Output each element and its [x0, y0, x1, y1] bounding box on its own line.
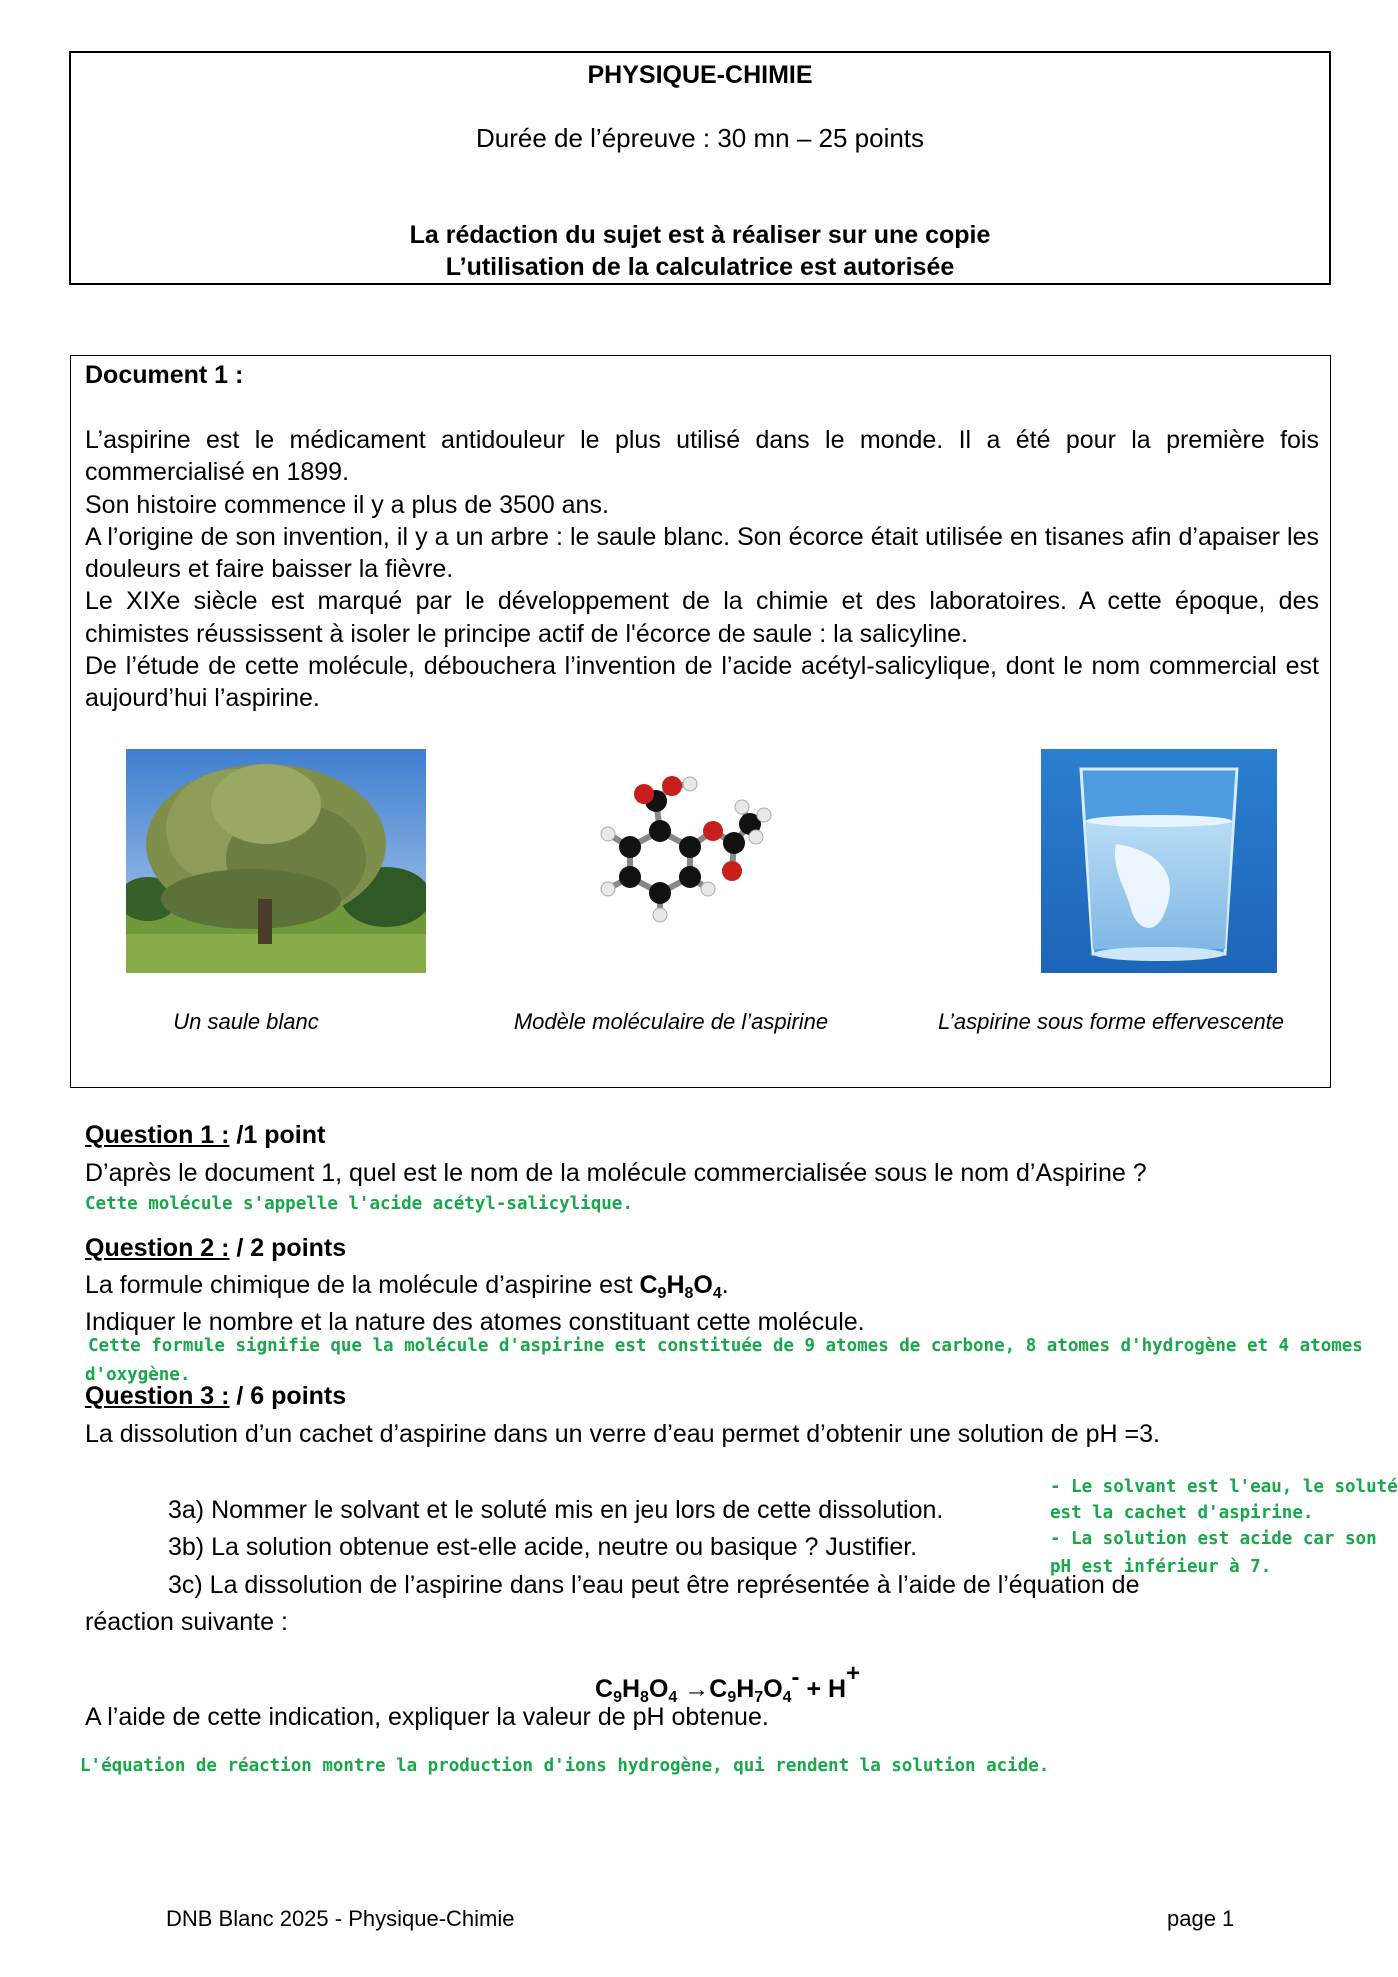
exam-header [69, 51, 1331, 285]
question-2-text: La formule chimique de la molécule d’aspirine est $C_9H_8O_4$. [85, 1271, 729, 1302]
answer-3b-line1: - La solution est acide car son [1050, 1529, 1377, 1549]
question-3b: 3b) La solution obtenue est-elle acide, neutre ou basique ? Justifier. [168, 1533, 918, 1561]
question-3-explain: A l’aide de cette indication, expliquer la valeur de pH obtenue. [85, 1703, 769, 1731]
question-3c-line1: 3c) La dissolution de l’aspirine dans l’eau peut être représentée à l’aide de l’équation de [168, 1571, 1140, 1599]
doc-paragraph: Son histoire commence il y a plus de 3500 ans. [85, 490, 609, 519]
answer-3b-line2: pH est inférieur à 7. [1050, 1557, 1272, 1577]
reaction-arrow: → [684, 1675, 710, 1703]
page-number: page 1 [1167, 1906, 1235, 1931]
aspirin-molecule-image [566, 751, 776, 963]
footer-title: DNB Blanc 2025 - Physique-Chimie [166, 1906, 515, 1931]
document-title: Document 1 : [85, 361, 244, 389]
willow-tree-image [126, 749, 426, 973]
answer-3a-line2: est la cachet d'aspirine. [1050, 1503, 1314, 1523]
doc-paragraph: De l’étude de cette molécule, débouchera l’invention de l’acide acétyl-salicylique, dont le nom commercial est aujourd’hui l’aspirine. [85, 652, 1319, 713]
answer-2-line2: d'oxygène. [85, 1365, 191, 1385]
effervescent-glass-image [1041, 749, 1277, 973]
instruction-copy: La rédaction du sujet est à réaliser sur une copie [409, 221, 991, 249]
question-1-title: Question 1 : /1 point [85, 1121, 326, 1149]
dissolution-equation: $C_9H_8O_4 \to C_9H_7O_4^- + H^+$ [595, 1660, 861, 1706]
caption-tree: Un saule blanc [173, 1009, 319, 1034]
answer-1: Cette molécule s'appelle l'acide acétyl-salicylique. [85, 1194, 633, 1214]
question-3-intro: La dissolution d’un cachet d’aspirine dans un verre d’eau permet d’obtenir une solution de pH =3. [85, 1420, 1160, 1448]
caption-glass: L’aspirine sous forme effervescente [937, 1009, 1285, 1034]
instruction-calculator: L’utilisation de la calculatrice est autorisée [445, 253, 955, 281]
question-2-title: Question 2 : / 2 points [85, 1234, 347, 1262]
question-1-text: D’après le document 1, quel est le nom de la molécule commercialisée sous le nom d’Aspirine ? [85, 1159, 1147, 1187]
aspirin-formula: $C_9H_8O_4$ [639, 1271, 722, 1302]
exam-duration: Durée de l’épreuve : 30 mn – 25 points [475, 123, 925, 153]
exam-title: PHYSIQUE-CHIMIE [587, 61, 813, 89]
doc-paragraph: A l’origine de son invention, il y a un arbre : le saule blanc. Son écorce était utilisée en tisanes afin d’apaiser les douleurs et faire baisser la fièvre. [85, 522, 1319, 584]
doc-paragraph: L’aspirine est le médicament antidouleur le plus utilisé dans le monde. Il a été pour la première fois commercialisé en 1899. [85, 426, 1319, 487]
answer-3c: L'équation de réaction montre la production d'ions hydrogène, qui rendent la solution acide. [80, 1756, 1050, 1776]
question-3c-line2: réaction suivante : [85, 1608, 288, 1636]
answer-3a-line1: - Le solvant est l'eau, le soluté [1050, 1477, 1398, 1497]
document-1 [70, 355, 1331, 1088]
answer-2-line1: Cette formule signifie que la molécule d'aspirine est constituée de 9 atomes de carbone, 8 atomes d'hydrogène et 4 atomes [88, 1336, 1363, 1356]
caption-molecule: Modèle moléculaire de l’aspirine [513, 1009, 829, 1034]
question-3-title: Question 3 : / 6 points [85, 1382, 347, 1410]
doc-paragraph: Le XIXe siècle est marqué par le développement de la chimie et des laboratoires. A cette époque, des chimistes réussissent à isoler le principe actif de l'écorce de saule : la salicyline. [85, 587, 1319, 648]
document-text [85, 424, 1319, 715]
question-3a: 3a) Nommer le solvant et le soluté mis en jeu lors de cette dissolution. [168, 1496, 944, 1524]
question-2-instruction: Indiquer le nombre et la nature des atomes constituant cette molécule. [85, 1308, 865, 1336]
